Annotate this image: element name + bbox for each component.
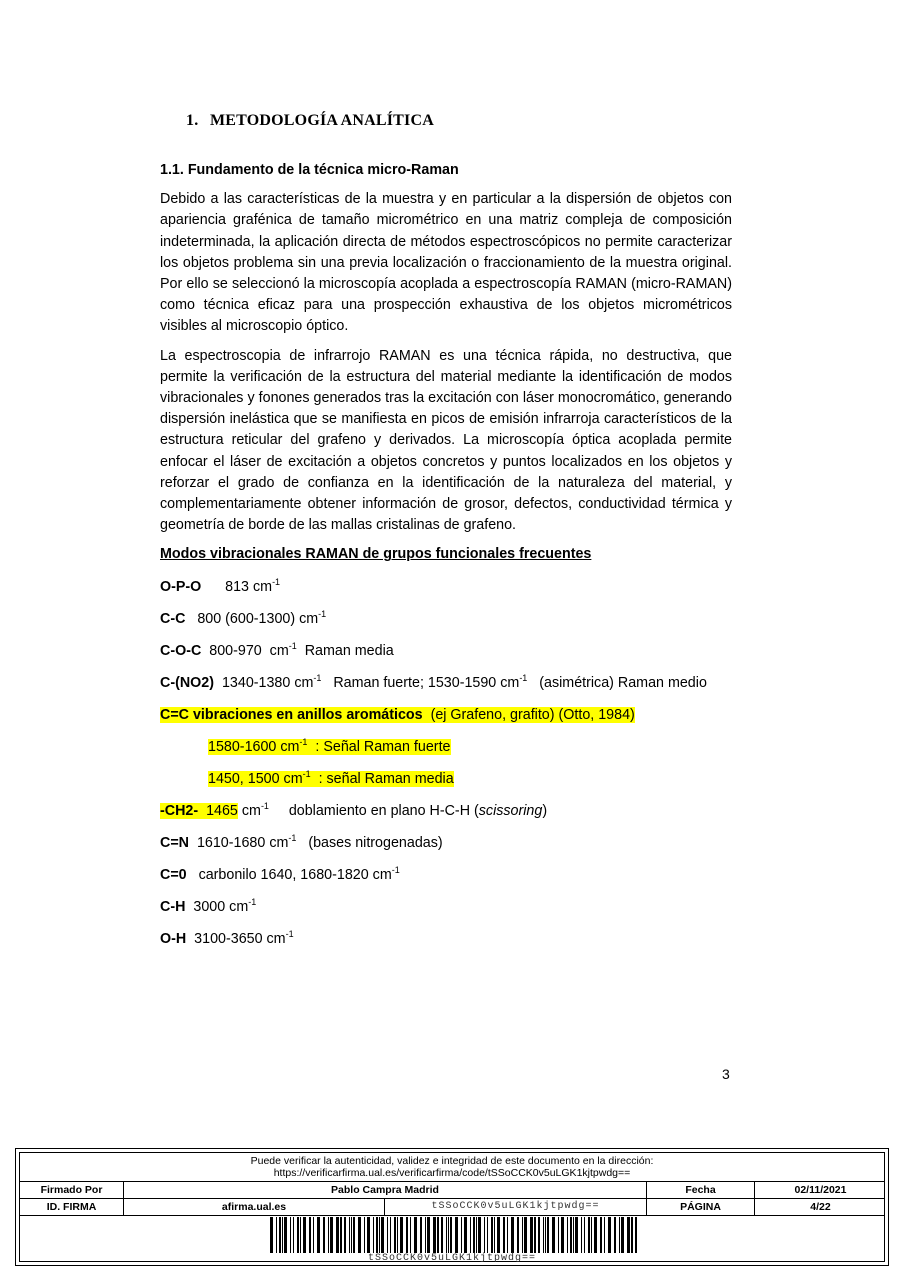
barcode-bar	[543, 1217, 544, 1253]
barcode-bar	[387, 1217, 388, 1253]
mode-ceqc	[160, 705, 732, 726]
barcode-bar	[406, 1217, 408, 1253]
barcode-bar	[450, 1217, 452, 1253]
highlight	[208, 736, 451, 755]
mode-cc	[160, 609, 732, 630]
mode-unit: cm	[299, 610, 319, 627]
mode-coc	[160, 641, 732, 662]
barcode-bar	[591, 1217, 592, 1253]
mode-exp: -1	[260, 800, 269, 811]
barcode-bar	[353, 1217, 355, 1253]
barcode-bar	[397, 1217, 398, 1253]
barcode-bar	[420, 1217, 422, 1253]
mode-group: O-P-O	[160, 578, 202, 595]
mode-exp: -1	[391, 864, 400, 875]
mode-group: C=N	[160, 834, 189, 851]
barcode-bar	[336, 1217, 339, 1253]
mode-unit: cm	[269, 834, 289, 851]
mode-note: doblamiento en plano H-C-H (	[288, 802, 479, 819]
barcode-bar	[552, 1217, 555, 1253]
barcode-bar	[487, 1217, 488, 1253]
mode-exp: -1	[285, 928, 294, 939]
barcode-bar	[507, 1217, 508, 1253]
barcode-text: tSSoCCK0v5uLGK1kjtpwdg==	[367, 1253, 537, 1264]
barcode-bar	[558, 1217, 559, 1253]
mode-note: Raman fuerte; 1530-1590	[333, 674, 497, 691]
mode-value: 813	[225, 578, 250, 595]
barcode-bar	[400, 1217, 403, 1253]
mode-note: : Señal Raman fuerte	[315, 738, 451, 755]
mode-exp: -1	[519, 672, 528, 683]
modes-title: Modos vibracionales RAMAN de grupos funcionales frecuentes	[160, 546, 592, 563]
barcode-bar	[575, 1217, 578, 1253]
pagina-value: 4/22	[810, 1201, 831, 1213]
barcode-bar	[530, 1217, 533, 1253]
barcode-bar	[484, 1217, 485, 1253]
barcode-bar	[524, 1217, 527, 1253]
barcode-bar	[476, 1217, 477, 1253]
barcode-bar	[328, 1217, 329, 1253]
barcode-bar	[309, 1217, 311, 1253]
barcode-bar	[448, 1217, 449, 1253]
mode-exp: -1	[272, 576, 281, 587]
mode-unit: cm	[229, 898, 249, 915]
mode-ceqc-medium	[160, 769, 732, 790]
barcode-bar	[290, 1217, 291, 1253]
barcode-bar	[600, 1217, 602, 1253]
barcode-bar	[313, 1217, 314, 1253]
mode-exp: -1	[313, 672, 322, 683]
mode-group: C-H	[160, 898, 186, 915]
mode-unit: cm	[294, 674, 314, 691]
barcode-bar	[276, 1217, 277, 1253]
mode-note: (asimétrica) Raman medio	[539, 674, 707, 691]
mode-note: : señal Raman media	[318, 770, 454, 787]
mode-unit: cm	[283, 770, 303, 787]
barcode	[270, 1217, 640, 1253]
mode-co	[160, 865, 732, 886]
verify-text	[20, 1156, 884, 1179]
fecha-label: Fecha	[647, 1182, 755, 1198]
barcode-bar	[300, 1217, 301, 1253]
barcode-bar	[425, 1217, 426, 1253]
mode-ceqc-strong	[160, 737, 732, 758]
mode-unit: cm	[280, 738, 300, 755]
heading-number: 1.	[186, 112, 199, 129]
barcode-bar	[511, 1217, 514, 1253]
barcode-bar	[367, 1217, 370, 1253]
barcode-bar	[503, 1217, 505, 1253]
barcode-bar	[635, 1217, 637, 1253]
mode-note: Raman media	[304, 642, 394, 659]
id-host: afirma.ual.es	[124, 1199, 385, 1215]
signature-inner	[19, 1152, 885, 1262]
mode-group: C=0	[160, 866, 187, 883]
firmado-value: Pablo Campra Madrid	[124, 1182, 647, 1198]
mode-exp: -1	[318, 608, 327, 619]
mode-group: C-C	[160, 610, 186, 627]
paragraph-1: Debido a las características de la muestra y en particular a la dispersión de objetos con apariencia grafénica de tamaño micrométrico en una matriz compleja de composición indeterminada, la aplicación directa de métodos espectroscópicos no permite caracterizar los objetos problema sin una previa localización o fraccionamiento de la muestra original. Por ello se seleccionó la microscopía acoplada a espectroscopía RAMAN (micro-RAMAN) como técnica eficaz para una prospección exhaustiva de los objetos micrométricos visibles al microscopio óptico.	[160, 191, 732, 335]
verify-link[interactable]: https://verificarfirma.ual.es/verificarfirma/code/tSSoCCK0v5uLGK1kjtpwdg==	[273, 1166, 631, 1179]
mode-cn	[160, 833, 732, 854]
barcode-bar	[303, 1217, 306, 1253]
barcode-bar	[351, 1217, 352, 1253]
barcode-bar	[394, 1217, 396, 1253]
mode-value: 3100-3650	[194, 930, 263, 947]
barcode-bar	[437, 1217, 439, 1253]
barcode-bar	[573, 1217, 574, 1253]
barcode-bar	[270, 1217, 273, 1253]
barcode-bar	[279, 1217, 281, 1253]
fecha-value: 02/11/2021	[794, 1184, 847, 1196]
barcode-bar	[446, 1217, 447, 1253]
barcode-bar	[330, 1217, 333, 1253]
barcode-bar	[381, 1217, 384, 1253]
barcode-bar	[561, 1217, 564, 1253]
section-heading	[186, 112, 434, 130]
mode-exp: -1	[302, 768, 311, 779]
barcode-bar	[464, 1217, 467, 1253]
barcode-bar	[340, 1217, 342, 1253]
barcode-bar	[538, 1217, 540, 1253]
barcode-bar	[584, 1217, 585, 1253]
heading-title: METODOLOGÍA ANALÍTICA	[210, 112, 434, 129]
barcode-bar	[494, 1217, 495, 1253]
barcode-bar	[473, 1217, 475, 1253]
barcode-bar	[284, 1217, 287, 1253]
barcode-bar	[379, 1217, 380, 1253]
mode-opo	[160, 577, 732, 598]
barcode-bar	[470, 1217, 471, 1253]
mode-note-close: )	[542, 802, 548, 819]
mode-unit: cm	[241, 802, 261, 819]
signature-row-1	[20, 1181, 884, 1198]
mode-ch2	[160, 801, 732, 822]
barcode-bar	[581, 1217, 582, 1253]
id-label: ID. FIRMA	[20, 1199, 124, 1215]
highlight	[208, 768, 454, 787]
barcode-bar	[608, 1217, 611, 1253]
mode-value: 1465	[206, 802, 238, 819]
barcode-bar	[621, 1217, 624, 1253]
mode-group: O-H	[160, 930, 187, 947]
mode-ch	[160, 897, 732, 918]
mode-value: 3000	[193, 898, 226, 915]
barcode-bar	[455, 1217, 458, 1253]
barcode-bar	[323, 1217, 325, 1253]
mode-note-italic: scissoring	[478, 802, 543, 819]
subsection-title: 1.1. Fundamento de la técnica micro-Raman	[160, 162, 459, 178]
barcode-bar	[545, 1217, 546, 1253]
barcode-bar	[461, 1217, 462, 1253]
barcode-bar	[522, 1217, 523, 1253]
paragraph-2: La espectroscopia de infrarrojo RAMAN es una técnica rápida, no destructiva, que permite la verificación de la estructura del material mediante la identificación de modos vibracionales y fonones generados tras la excitación con láser monocromático, generando dispersión inelástica que se manifiesta en picos de emisión infrarroja característicos de la estructura reticular del grafeno y derivados. La microscopía óptica acoplada permite enfocar el láser de excitación a objetos concretos y puntos localizados en los objetos y reforzar el grado de confianza en la identificación de la naturaleza del material, y complementariamente obtener información de grosor, defectos, conductividad térmica y geometría de borde de las mallas cristalinas de grafeno.	[160, 347, 732, 534]
id-code: tSSoCCK0v5uLGK1kjtpwdg==	[385, 1199, 647, 1215]
mode-value: carbonilo 1640, 1680-1820	[198, 866, 369, 883]
barcode-bar	[414, 1217, 417, 1253]
barcode-bar	[631, 1217, 633, 1253]
mode-oh	[160, 929, 732, 950]
firmado-label: Firmado Por	[20, 1182, 124, 1198]
mode-group: C-(NO2)	[160, 674, 215, 691]
barcode-bar	[441, 1217, 443, 1253]
mode-unit: cm	[269, 642, 289, 659]
barcode-bar	[619, 1217, 620, 1253]
mode-unit: cm	[372, 866, 392, 883]
mode-group: C=C vibraciones en anillos aromáticos	[160, 706, 423, 723]
mode-unit: cm	[266, 930, 286, 947]
highlight	[160, 707, 635, 723]
barcode-bar	[534, 1217, 536, 1253]
barcode-bar	[317, 1217, 320, 1253]
verify-line-1: Puede verificar la autenticidad, validez e integridad de este documento en la dirección:	[250, 1155, 654, 1167]
barcode-bar	[604, 1217, 605, 1253]
mode-note: (ej Grafeno, grafito) (Otto, 1984)	[430, 706, 635, 723]
signature-row-2	[20, 1198, 884, 1216]
barcode-bar	[627, 1217, 630, 1253]
mode-note: (bases nitrogenadas)	[308, 834, 443, 851]
pagina-label: PÁGINA	[647, 1199, 755, 1215]
barcode-bar	[427, 1217, 430, 1253]
mode-exp: -1	[288, 832, 297, 843]
barcode-bar	[567, 1217, 568, 1253]
signature-box	[15, 1148, 889, 1266]
main-content	[160, 160, 732, 961]
barcode-bar	[517, 1217, 519, 1253]
mode-unit: cm	[253, 578, 273, 595]
barcode-bar	[410, 1217, 411, 1253]
barcode-bar	[344, 1217, 346, 1253]
barcode-bar	[282, 1217, 283, 1253]
barcode-bar	[570, 1217, 572, 1253]
mode-group: -CH2-	[160, 802, 199, 819]
barcode-bar	[349, 1217, 350, 1253]
highlight	[160, 803, 238, 819]
mode-group: C-O-C	[160, 642, 202, 659]
barcode-bar	[297, 1217, 299, 1253]
mode-value: 1580-1600	[208, 738, 277, 755]
barcode-bar	[491, 1217, 493, 1253]
mode-cno2	[160, 673, 732, 694]
mode-unit: cm	[500, 674, 520, 691]
barcode-bar	[358, 1217, 361, 1253]
barcode-bar	[376, 1217, 378, 1253]
barcode-bar	[390, 1217, 391, 1253]
barcode-bar	[614, 1217, 616, 1253]
mode-exp: -1	[299, 736, 308, 747]
page-number: 3	[722, 1066, 730, 1082]
mode-value: 800 (600-1300)	[197, 610, 296, 627]
barcode-bar	[364, 1217, 365, 1253]
mode-exp: -1	[288, 640, 297, 651]
barcode-bar	[433, 1217, 436, 1253]
barcode-bar	[373, 1217, 374, 1253]
mode-value: 1450, 1500	[208, 770, 280, 787]
barcode-bar	[594, 1217, 597, 1253]
barcode-bar	[588, 1217, 590, 1253]
mode-value: 1610-1680	[196, 834, 266, 851]
mode-value: 1340-1380	[221, 674, 291, 691]
barcode-bar	[293, 1217, 294, 1253]
mode-exp: -1	[248, 896, 257, 907]
barcode-bar	[547, 1217, 549, 1253]
barcode-bar	[478, 1217, 481, 1253]
barcode-bar	[497, 1217, 500, 1253]
mode-value: 800-970	[209, 642, 262, 659]
